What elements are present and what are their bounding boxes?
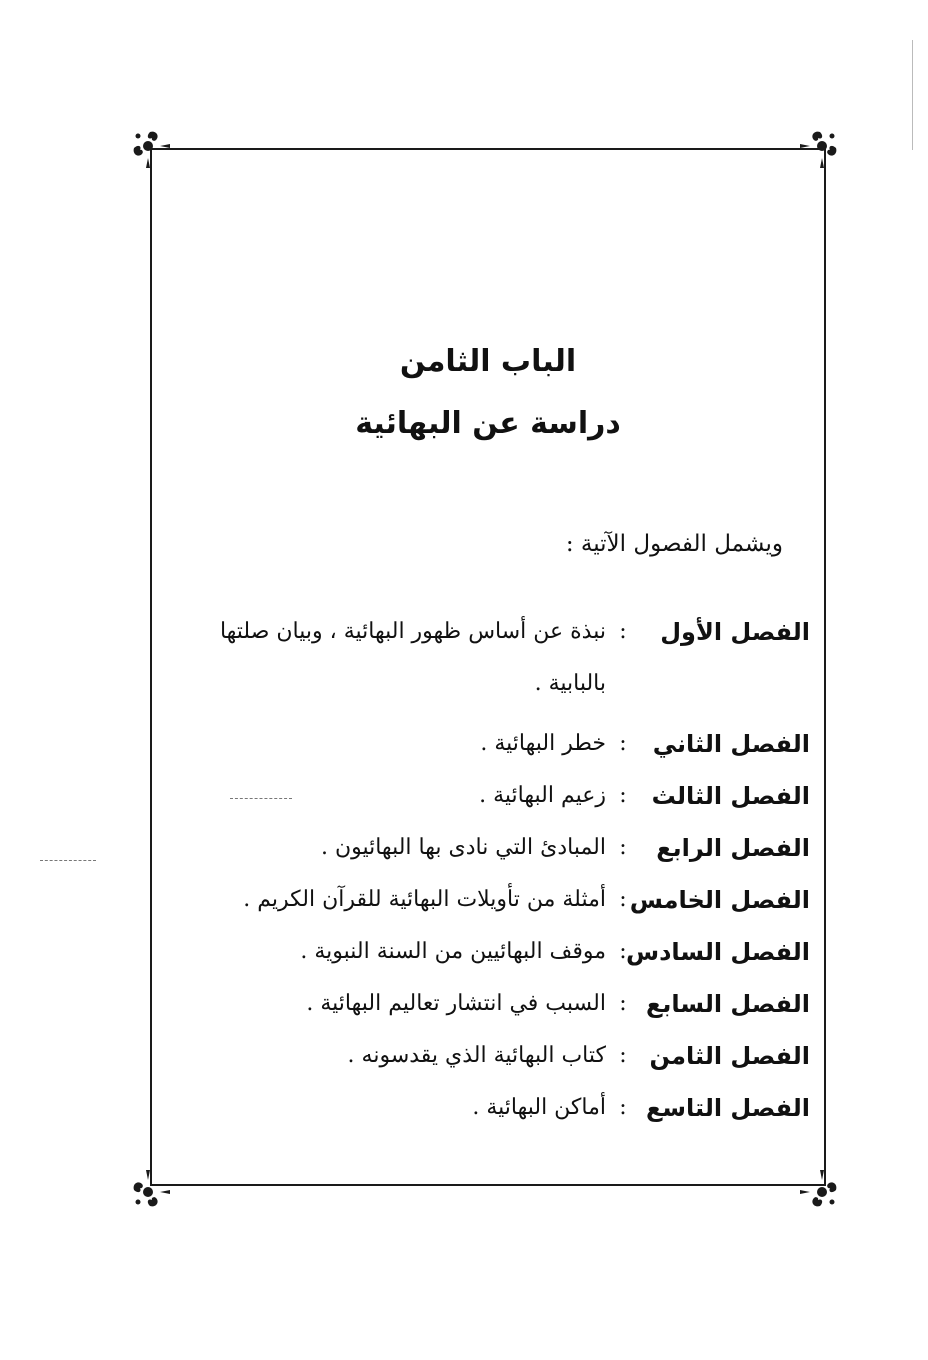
chapter-colon: : (619, 1043, 627, 1068)
chapter-item (160, 934, 810, 970)
corner-ornament-top-left (130, 128, 174, 172)
chapter-title: السبب في انتشار تعاليم البهائية . (306, 991, 606, 1016)
chapter-item (160, 778, 810, 814)
chapter-item (160, 1038, 810, 1074)
scan-artifact-mark (912, 40, 914, 150)
part-subtitle: دراسة عن البهائية (355, 406, 621, 441)
chapter-title: موقف البهائيين من السنة النبوية . (300, 939, 606, 964)
chapter-colon: : (619, 835, 627, 860)
chapters-intro: ويشمل الفصول الآتية : (565, 531, 783, 557)
chapter-label: الفصل الرابع (656, 834, 810, 862)
chapter-title: أمثلة من تأويلات البهائية للقرآن الكريم . (243, 887, 606, 912)
corner-ornament-top-right (796, 128, 840, 172)
chapter-label: الفصل التاسع (646, 1094, 810, 1122)
chapter-colon: : (619, 783, 627, 808)
chapter-item (160, 882, 810, 918)
chapter-list (160, 614, 810, 1142)
chapter-title: المبادئ التي نادى بها البهائيون . (320, 835, 606, 860)
chapter-title: كتاب البهائية الذي يقدسونه . (347, 1043, 606, 1068)
corner-ornament-bottom-left (130, 1166, 174, 1210)
chapter-item (160, 726, 810, 762)
chapter-label: الفصل الأول (660, 618, 810, 646)
chapter-title: خطر البهائية . (480, 731, 606, 756)
chapter-item (160, 614, 810, 710)
chapter-label: الفصل السادس (625, 938, 810, 966)
chapter-label: الفصل الخامس (629, 886, 810, 914)
chapter-label: الفصل الثامن (649, 1042, 810, 1070)
part-title: الباب الثامن (399, 344, 577, 379)
chapter-colon: : (619, 619, 627, 644)
chapter-item (160, 986, 810, 1022)
chapter-colon: : (619, 887, 627, 912)
chapter-label: الفصل الثاني (652, 730, 810, 758)
chapter-colon: : (619, 731, 627, 756)
chapter-colon: : (619, 939, 627, 964)
chapter-title: نبذة عن أساس ظهور البهائية ، وبيان صلتها بالبابية . (219, 619, 606, 696)
corner-ornament-bottom-right (796, 1166, 840, 1210)
chapter-colon: : (619, 991, 627, 1016)
chapter-label: الفصل الثالث (651, 782, 810, 810)
scan-artifact-mark (40, 860, 96, 862)
chapter-colon: : (619, 1095, 627, 1120)
chapter-label: الفصل السابع (645, 990, 810, 1018)
chapter-title: أماكن البهائية . (472, 1095, 606, 1120)
chapter-item (160, 830, 810, 866)
chapter-item (160, 1090, 810, 1126)
chapter-title: زعيم البهائية . (479, 783, 606, 808)
